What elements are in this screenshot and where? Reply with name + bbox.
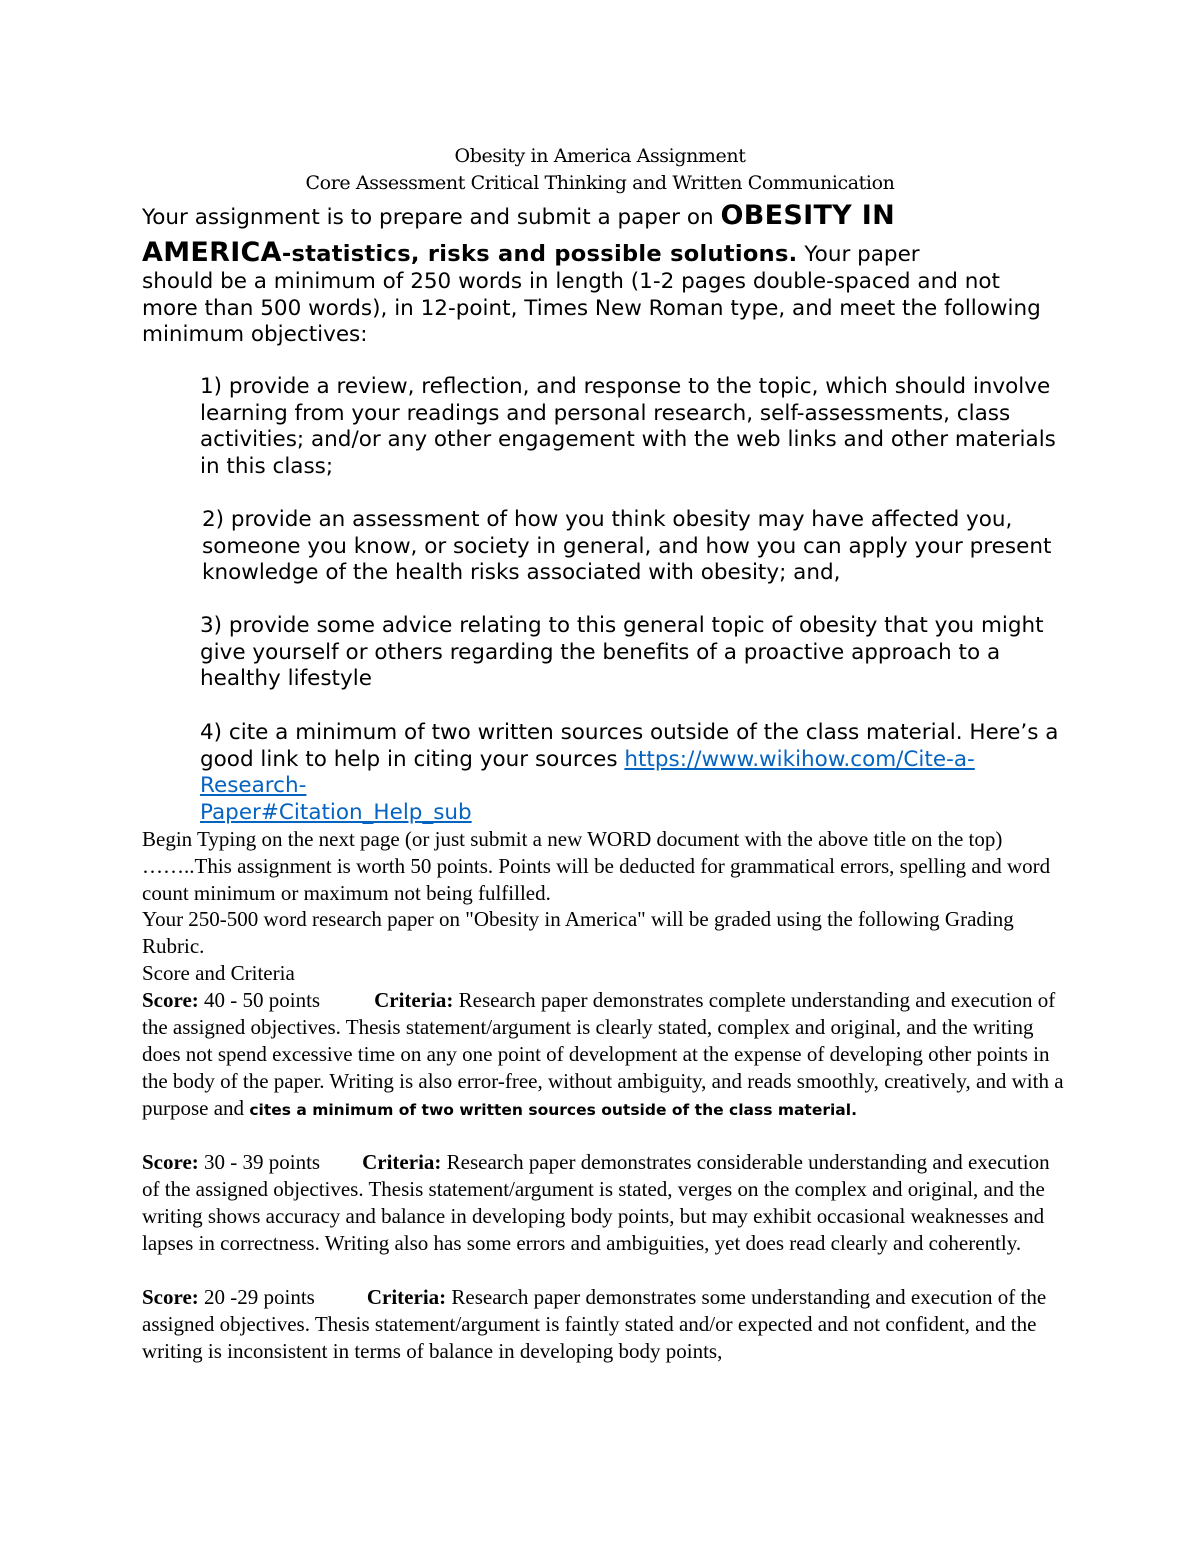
- intro-lead: Your assignment is to prepare and submit a paper on: [142, 205, 721, 230]
- rubric-row: [142, 1149, 1067, 1257]
- intro-topic-part1: OBESITY IN: [720, 200, 895, 231]
- intro-topic-rest: -statistics, risks and possible solutions.: [281, 241, 798, 267]
- score-value: 20 -29 points: [198, 1285, 315, 1309]
- objective-4-text: 4) cite a minimum of two written sources outside of the class material. Here’s a good link to help in citing your sources: [200, 720, 1059, 772]
- criteria-label: Criteria:: [366, 1285, 447, 1309]
- grading-intro-paragraph: Your 250-500 word research paper on "Obesity in America" will be graded using the following Grading Rubric.: [142, 907, 1014, 958]
- objective-1: 1) provide a review, reflection, and response to the topic, which should involve learning from your readings and personal research, self-assessments, class activities; and/or any other engagement with the web links and other materials in this class;: [200, 374, 1056, 479]
- objective-3: 3) provide some advice relating to this general topic of obesity that you might give yourself or others regarding the benefits of a proactive approach to a healthy lifestyle: [200, 613, 1044, 691]
- intro-tail-first: Your paper: [797, 242, 920, 267]
- intro-topic-part2: AMERICA: [142, 237, 282, 268]
- rubric-row: [142, 987, 1067, 1124]
- score-label: Score:: [142, 1285, 199, 1309]
- criteria-text: Research paper demonstrates complete understanding and execution of the assigned objectives. Thesis statement/argument is clearly stated, complex and original, and the writing does not spend excessive time on any one point of development at the expense of developing other points in the body of the paper. Writing is also error-free, without ambiguity, and reads smoothly, creatively, and with a purpose and: [142, 988, 1064, 1120]
- criteria-label: Criteria:: [374, 988, 454, 1012]
- begin-typing-paragraph: Begin Typing on the next page (or just submit a new WORD document with the above title on the top) ……..This assignment is worth 50 points. Points will be deducted for grammatical errors, spelling and word count minimum or maximum not being fulfilled.: [142, 827, 1051, 905]
- criteria-extra: cites a minimum of two written sources outside of the class material.: [249, 1101, 857, 1119]
- score-value: 40 - 50 points: [198, 988, 321, 1012]
- document-subtitle: Core Assessment Critical Thinking and Written Communication: [305, 172, 895, 194]
- rubric-row: [142, 1284, 1067, 1365]
- intro-paragraph: [142, 199, 1062, 349]
- document-title: Obesity in America Assignment: [454, 145, 746, 167]
- score-label: Score:: [142, 1150, 199, 1174]
- criteria-text: Research paper demonstrates some understanding and execution of the assigned objectives. Thesis statement/argument is faintly stated and/or expected and not confident, and the writing is inconsistent in terms of balance in developing body points,: [142, 1285, 1047, 1363]
- score-value: 30 - 39 points: [198, 1150, 321, 1174]
- intro-tail: should be a minimum of 250 words in length (1-2 pages double-spaced and not more than 500 words), in 12-point, Times New Roman type, and meet the following minimum objectives:: [142, 269, 1041, 347]
- criteria-label: Criteria:: [362, 1150, 442, 1174]
- criteria-text: Research paper demonstrates considerable understanding and execution of the assigned objectives. Thesis statement/argument is stated, verges on the complex and original, and the writing shows accuracy and balance in developing body points, but may exhibit occasional weaknesses and lapses in correctness. Writing also has some errors and ambiguities, yet does read clearly and coherently.: [142, 1150, 1050, 1255]
- score-label: Score:: [142, 988, 199, 1012]
- objective-4: [200, 720, 1080, 826]
- score-criteria-heading: Score and Criteria: [142, 961, 295, 985]
- citation-help-link[interactable]: https://www.wikihow.com/Cite-a-Research- Paper#Citation_Help_sub: [200, 746, 975, 825]
- objective-2: 2) provide an assessment of how you think obesity may have affected you, someone you know, or society in general, and how you can apply your present knowledge of the health risks associated with obesity; and,: [202, 507, 1052, 585]
